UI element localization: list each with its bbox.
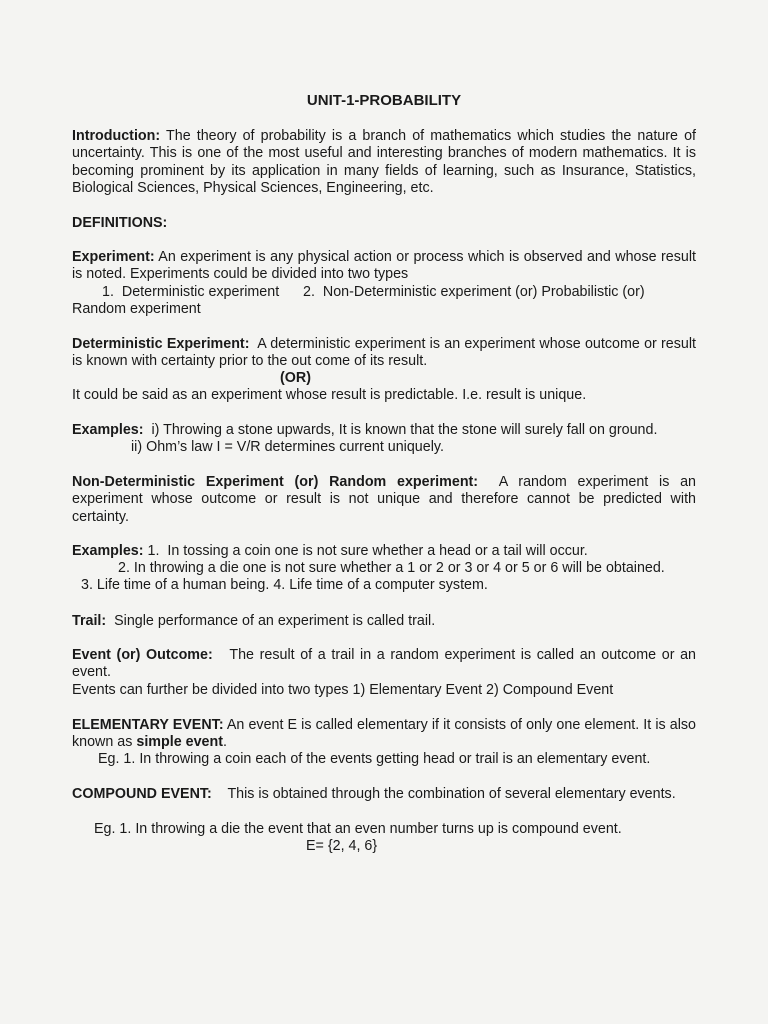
compound-event-set: E= {2, 4, 6} (306, 838, 378, 854)
compound-event-example: Eg. 1. In throwing a die the event that an even number turns up is compound event. (94, 821, 622, 837)
trail-text: Single performance of an experiment is called trail. (106, 613, 436, 629)
compound-event-label: COMPOUND EVENT: (72, 786, 212, 802)
example-line: ii) Ohm’s law I = V/R determines current uniquely. (131, 439, 444, 455)
elementary-event-paragraph (72, 717, 696, 752)
nondeterministic-label: Non-Deterministic Experiment (or) Random experiment: (72, 474, 479, 490)
event-paragraph (72, 647, 700, 682)
or-separator: (OR) (280, 370, 311, 386)
elementary-event-label: ELEMENTARY EVENT: (72, 717, 224, 733)
experiment-paragraph (72, 249, 696, 284)
elementary-event-text: An event E is called elementary if it consists of only one element. It is also known as (72, 717, 696, 751)
introduction-text: The theory of probability is a branch of mathematics which studies the nature of uncertainty. This is one of the most useful and interesting branches of modern mathematics. It is becoming prominent by its application in many fields of learning, such as Insurance, Statistics, Biological Sciences, Physical Sciences, Engineering, etc. (72, 128, 696, 196)
deterministic-text: A deterministic experiment is an experiment whose outcome or result is known with certainty prior to the out come of its result. (72, 336, 700, 370)
page-title: UNIT-1-PROBABILITY (306, 92, 462, 109)
event-text: The result of a trail in a random experiment is called an outcome or an event. (72, 647, 700, 681)
compound-event-paragraph (72, 786, 696, 803)
simple-event-term: simple event (136, 734, 223, 751)
examples-label: Examples: (72, 422, 144, 438)
compound-event-text: This is obtained through the combination of several elementary events. (211, 786, 676, 802)
experiment-text: An experiment is any physical action or process which is observed and whose result is noted. Experiments could be divided into two types (72, 249, 696, 283)
example-line: 3. Life time of a human being. 4. Life time of a computer system. (81, 577, 488, 593)
experiment-types-line-2: Random experiment (72, 301, 201, 317)
examples-label: Examples: (72, 543, 144, 559)
nondeterministic-text: A random experiment is an experiment whose outcome or result is not unique and therefore cannot be predicted with certainty. (72, 474, 700, 525)
deterministic-alt: It could be said as an experiment whose result is predictable. I.e. result is unique. (72, 387, 587, 403)
deterministic-paragraph (72, 336, 700, 371)
nondeterministic-paragraph (72, 474, 700, 526)
experiment-label: Experiment: (72, 249, 155, 265)
example-line: 1. In tossing a coin one is not sure whether a head or a tail will occur. (143, 543, 588, 559)
examples-random (72, 543, 696, 560)
trail-paragraph (72, 613, 696, 630)
experiment-types-line: 1. Deterministic experiment 2. Non-Deterministic experiment (or) Probabilistic (or) (102, 284, 645, 300)
example-line: 2. In throwing a die one is not sure whether a 1 or 2 or 3 or 4 or 5 or 6 will be obtained. (118, 560, 665, 576)
examples-deterministic (72, 422, 696, 439)
event-label: Event (or) Outcome: (72, 647, 213, 663)
sentence-end: . (223, 734, 227, 751)
deterministic-label: Deterministic Experiment: (72, 336, 250, 352)
introduction-paragraph (72, 128, 696, 197)
trail-label: Trail: (72, 613, 107, 629)
elementary-event-example: Eg. 1. In throwing a coin each of the events getting head or trail is an elementary event. (98, 751, 651, 767)
example-line: i) Throwing a stone upwards, It is known that the stone will surely fall on ground. (143, 422, 658, 438)
definitions-heading: DEFINITIONS: (72, 215, 168, 231)
event-types: Events can further be divided into two types 1) Elementary Event 2) Compound Event (72, 682, 614, 698)
introduction-label: Introduction: (72, 128, 161, 144)
